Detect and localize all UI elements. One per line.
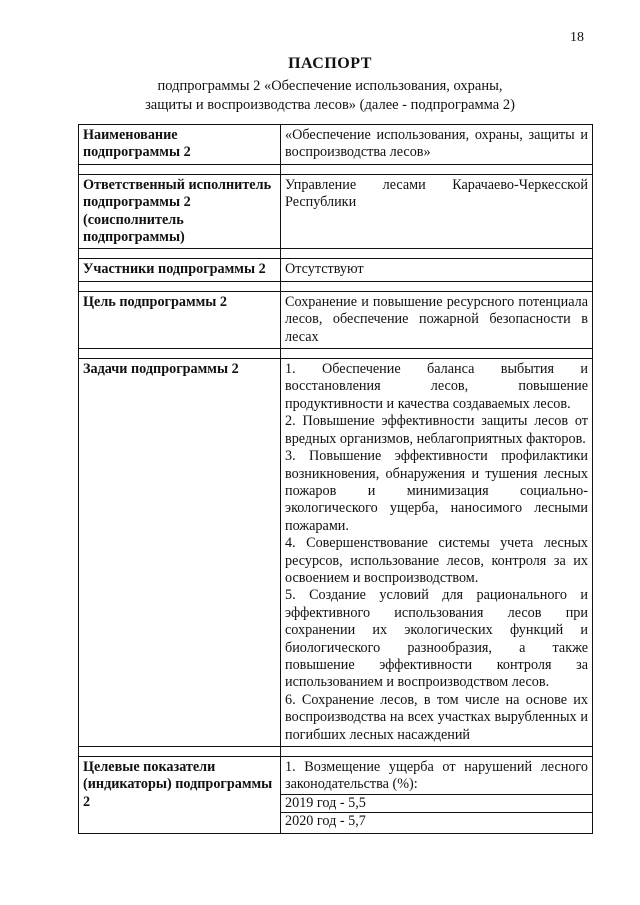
row-value: Управление лесами Карачаево-Черкесской Республики bbox=[281, 174, 593, 249]
table-spacer bbox=[79, 281, 593, 291]
table-row-goal bbox=[79, 291, 593, 348]
table-row-executor bbox=[79, 174, 593, 249]
task-item: 1. Обеспечение баланса выбытия и восстановления лесов, повышение продуктивности и качества создаваемых лесов. bbox=[285, 361, 588, 412]
table-spacer bbox=[79, 747, 593, 757]
table-row-indicators bbox=[79, 757, 593, 834]
row-label: Наименование подпрограммы 2 bbox=[79, 125, 281, 165]
indicators-list bbox=[281, 757, 593, 834]
table-spacer bbox=[79, 249, 593, 259]
tasks-list bbox=[281, 359, 593, 747]
task-item: 4. Совершенствование системы учета лесных ресурсов, использование лесов, контроля за их освоением и воспроизводством. bbox=[285, 535, 588, 586]
task-item: 5. Создание условий для рационального и эффективного использования лесов при сохранении их экологических функций и биологического разнообразия, а также повышение эффективности контроля за использованием и воспроизводством лесов. bbox=[285, 587, 588, 691]
table-row-tasks bbox=[79, 359, 593, 747]
document-heading bbox=[60, 55, 600, 115]
task-item: 2. Повышение эффективности защиты лесов от вредных организмов, неблагоприятных факторов. bbox=[285, 413, 588, 447]
page-number: 18 bbox=[570, 30, 584, 45]
row-label: Задачи подпрограммы 2 bbox=[79, 359, 281, 747]
row-label: Ответственный исполнитель подпрограммы 2 (соисполнитель подпрограммы) bbox=[79, 174, 281, 249]
indicator-year: 2020 год - 5,7 bbox=[281, 812, 592, 830]
document-title: ПАСПОРТ bbox=[288, 55, 372, 72]
row-value: Отсутствуют bbox=[281, 259, 593, 281]
row-label: Участники подпрограммы 2 bbox=[79, 259, 281, 281]
row-label: Цель подпрограммы 2 bbox=[79, 291, 281, 348]
row-value: «Обеспечение использования, охраны, защиты и воспроизводства лесов» bbox=[281, 125, 593, 165]
row-label: Целевые показатели (индикаторы) подпрограммы 2 bbox=[79, 757, 281, 834]
table-row-participants bbox=[79, 259, 593, 281]
indicator-year: 2019 год - 5,5 bbox=[281, 794, 592, 812]
row-value: Сохранение и повышение ресурсного потенциала лесов, обеспечение пожарной безопасности в лесах bbox=[281, 291, 593, 348]
document-subtitle-line1: подпрограммы 2 «Обеспечение использования, охраны, bbox=[157, 78, 503, 94]
passport-table bbox=[78, 124, 593, 834]
table-spacer bbox=[79, 349, 593, 359]
table-row-name bbox=[79, 125, 593, 165]
task-item: 3. Повышение эффективности профилактики возникновения, обнаружения и тушения лесных пожаров и минимизация социально-экологического ущерба, наносимого лесными пожарами. bbox=[285, 448, 588, 534]
indicator-text: 1. Возмещение ущерба от нарушений лесного законодательства (%): bbox=[285, 759, 588, 793]
task-item: 6. Сохранение лесов, в том числе на основе их воспроизводства на всех участках вырубленных и погибших лесных насаждений bbox=[285, 691, 588, 743]
table-spacer bbox=[79, 164, 593, 174]
document-subtitle-line2: защиты и воспроизводства лесов» (далее - подпрограмма 2) bbox=[145, 97, 515, 113]
